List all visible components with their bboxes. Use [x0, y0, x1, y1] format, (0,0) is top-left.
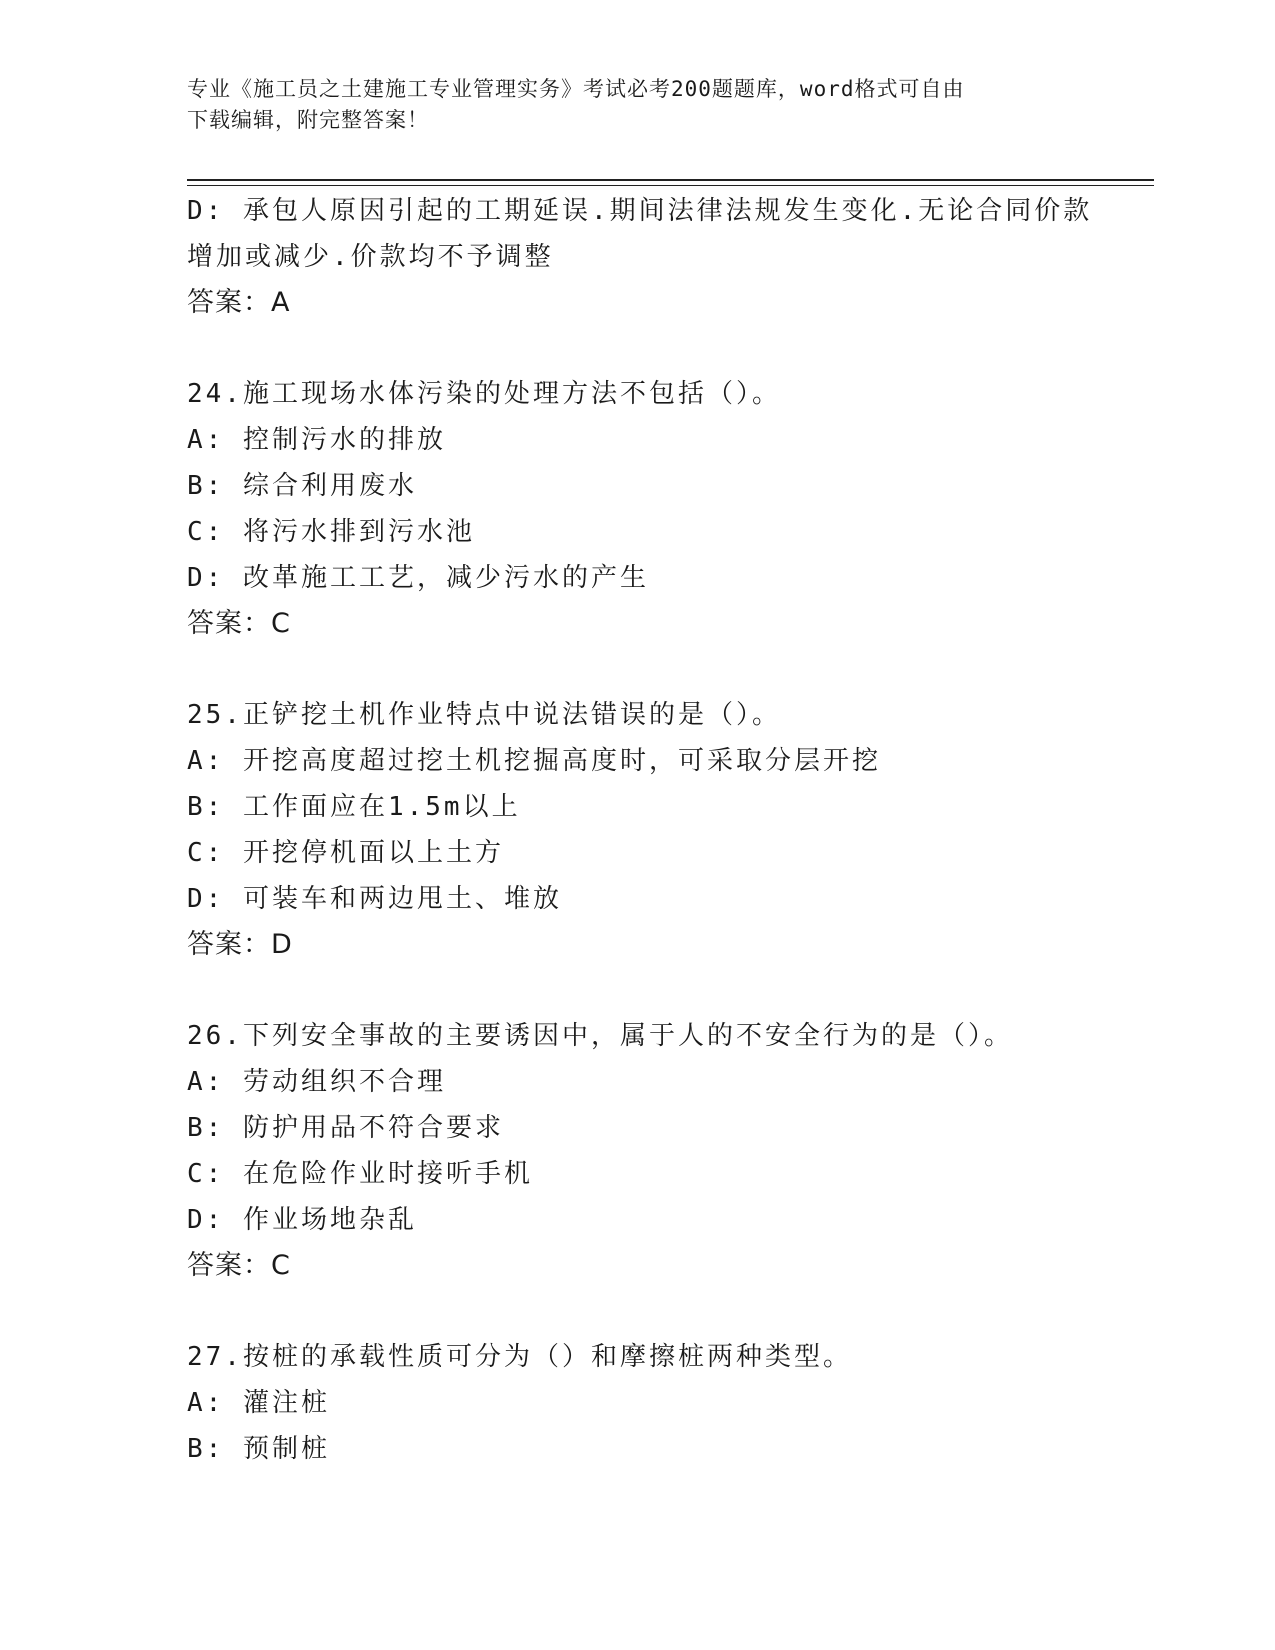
question-26 [187, 1016, 1087, 1292]
question-24 [187, 374, 1087, 650]
question-spacer [187, 650, 1087, 695]
question-spacer [187, 329, 1087, 374]
option-a: A: 控制污水的排放 [187, 425, 446, 455]
option-a: A: 灌注桩 [187, 1388, 330, 1418]
option-d: D: 改革施工工艺，减少污水的产生 [187, 563, 649, 593]
question-27 [187, 1337, 1087, 1475]
previous-question-tail [187, 191, 1093, 329]
option-d-line-2: 增加或减少.价款均不予调整 [187, 242, 554, 272]
option-b: B: 综合利用废水 [187, 471, 417, 501]
option-d-line-1: D: 承包人原因引起的工期延误.期间法律法规发生变化.无论合同价款 [187, 196, 1093, 226]
option-c: C: 将污水排到污水池 [187, 517, 475, 547]
option-d: D: 可装车和两边甩土、堆放 [187, 884, 562, 914]
question-list [187, 191, 1093, 1475]
option-c: C: 在危险作业时接听手机 [187, 1159, 533, 1189]
answer: 答案：C [187, 1250, 291, 1281]
header-line-1: 专业《施工员之土建施工专业管理实务》考试必考200题题库，word格式可自由 [187, 77, 965, 101]
option-a: A: 开挖高度超过挖土机挖掘高度时，可采取分层开挖 [187, 746, 881, 776]
option-c: C: 开挖停机面以上土方 [187, 838, 504, 868]
answer: 答案：C [187, 608, 291, 639]
question-stem: 26.下列安全事故的主要诱因中，属于人的不安全行为的是（）。 [187, 1021, 1013, 1051]
document-header [187, 74, 1067, 136]
question-spacer [187, 1292, 1087, 1337]
option-b: B: 预制桩 [187, 1434, 330, 1464]
answer: 答案：D [187, 929, 293, 960]
header-line-2: 下载编辑，附完整答案！ [187, 108, 429, 132]
header-divider [187, 179, 1154, 186]
question-stem: 24.施工现场水体污染的处理方法不包括（）。 [187, 379, 781, 409]
question-stem: 27.按桩的承载性质可分为（）和摩擦桩两种类型。 [187, 1342, 852, 1372]
option-b: B: 防护用品不符合要求 [187, 1113, 504, 1143]
question-25 [187, 695, 1087, 971]
option-d: D: 作业场地杂乱 [187, 1205, 417, 1235]
question-stem: 25.正铲挖土机作业特点中说法错误的是（）。 [187, 700, 781, 730]
question-spacer [187, 971, 1087, 1016]
option-a: A: 劳动组织不合理 [187, 1067, 446, 1097]
option-b: B: 工作面应在1.5m以上 [187, 792, 521, 822]
answer: 答案：A [187, 287, 291, 318]
